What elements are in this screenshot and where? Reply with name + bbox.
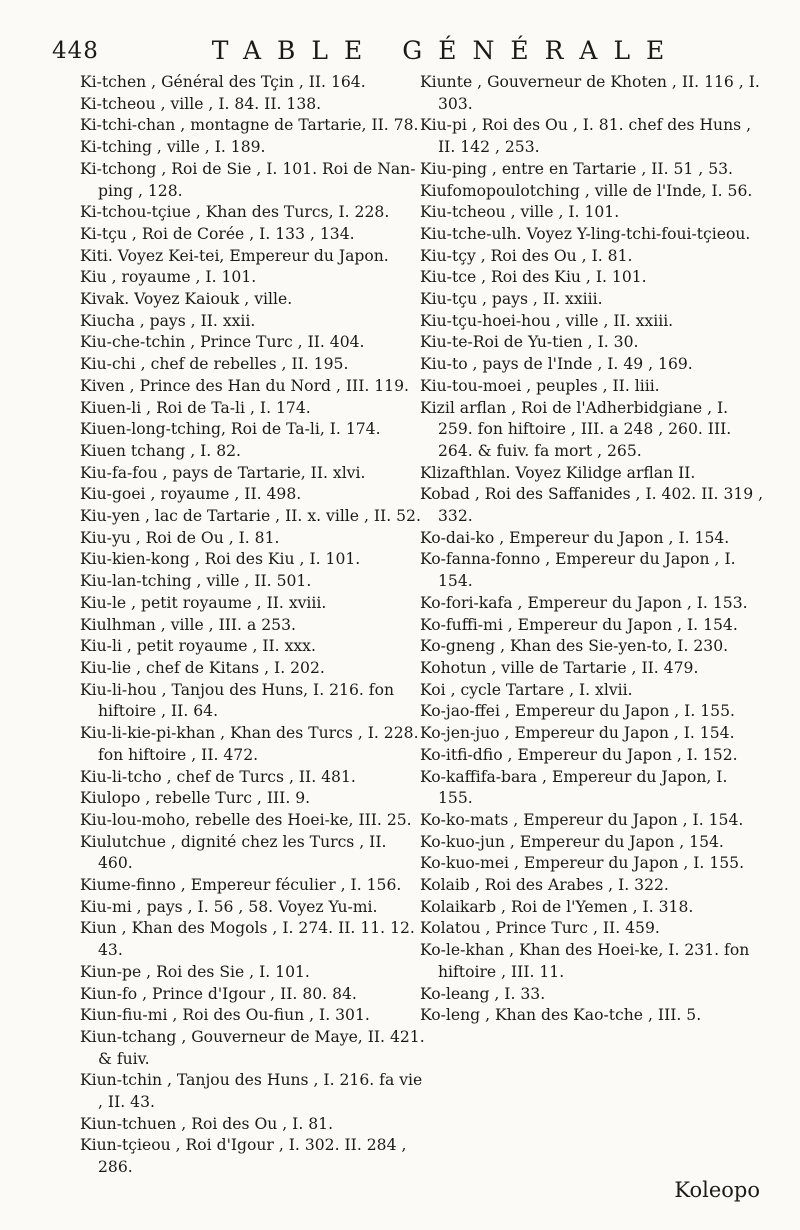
index-column-left xyxy=(80,72,426,1179)
index-entry: Kiu-chi , chef de rebelles , II. 195. xyxy=(80,355,349,374)
index-entry: Kiu-tçu-hoei-hou , ville , II. xxiii. xyxy=(420,311,674,330)
index-entry: Kiu , royaume , I. 101. xyxy=(80,268,257,287)
index-entry: Kiun-tchang , Gouverneur de Maye, II. 421. & fuiv. xyxy=(80,1027,425,1068)
index-entry: Ko-itfi-dfio , Empereur du Japon , I. 152. xyxy=(420,745,738,764)
index-entry: Kiucha , pays , II. xxii. xyxy=(80,311,256,330)
index-entry: Kiu-goei , royaume , II. 498. xyxy=(80,485,302,504)
index-entry: Kiuen-long-tching, Roi de Ta-li, I. 174. xyxy=(80,420,381,439)
index-entry: Kiu-fa-fou , pays de Tartarie, II. xlvi. xyxy=(80,463,366,482)
index-entry: Kiun-tchin , Tanjou des Huns , I. 216. fa vie , II. 43. xyxy=(80,1071,423,1112)
index-entry: Ko-ko-mats , Empereur du Japon , I. 154. xyxy=(420,810,744,829)
index-entry: Kiun-fiu-mi , Roi des Ou-fiun , I. 301. xyxy=(80,1006,370,1025)
index-entry: Kiu-lou-moho, rebelle des Hoei-ke, III. 25. xyxy=(80,810,412,829)
index-entry: Kiti. Voyez Kei-tei, Empereur du Japon. xyxy=(80,246,389,265)
index-entry: Kiu-tçu , pays , II. xxiii. xyxy=(420,290,603,309)
index-entry: Kiu-yen , lac de Tartarie , II. x. ville , II. 52. xyxy=(80,507,421,526)
index-entry: Ko-gneng , Khan des Sie-yen-to, I. 230. xyxy=(420,637,729,656)
index-entry: Ko-jen-juo , Empereur du Japon , I. 154. xyxy=(420,724,735,743)
index-entry: Kiuen-li , Roi de Ta-li , I. 174. xyxy=(80,398,311,417)
index-entry: Kiun-pe , Roi des Sie , I. 101. xyxy=(80,962,310,981)
index-entry: Kiu-che-tchin , Prince Turc , II. 404. xyxy=(80,333,365,352)
index-entry: Kiu-pi , Roi des Ou , I. 81. chef des Huns , II. 142 , 253. xyxy=(420,116,752,157)
index-entry: Kiu-tou-moei , peuples , II. liii. xyxy=(420,376,660,395)
index-entry: Kiu-ping , entre en Tartarie , II. 51 , 53. xyxy=(420,159,734,178)
index-entry: Kiu-mi , pays , I. 56 , 58. Voyez Yu-mi. xyxy=(80,897,378,916)
index-entry: Kiu-le , petit royaume , II. xviii. xyxy=(80,593,327,612)
index-entry: Kiu-to , pays de l'Inde , I. 49 , 169. xyxy=(420,355,693,374)
index-entry: Kolaikarb , Roi de l'Yemen , I. 318. xyxy=(420,897,694,916)
index-entry: Kiu-kien-kong , Roi des Kiu , I. 101. xyxy=(80,550,361,569)
index-entry: Ko-kuo-mei , Empereur du Japon , I. 155. xyxy=(420,854,745,873)
index-entry: Ki-tçu , Roi de Corée , I. 133 , 134. xyxy=(80,224,355,243)
index-entry: Kiu-li , petit royaume , II. xxx. xyxy=(80,637,316,656)
page-header xyxy=(52,36,760,68)
index-entry: Kiulhman , ville , III. a 253. xyxy=(80,615,296,634)
index-entry: Ko-fuffi-mi , Empereur du Japon , I. 154. xyxy=(420,615,738,634)
index-entry: Ko-kuo-jun , Empereur du Japon , 154. xyxy=(420,832,724,851)
index-entry: Kizil arflan , Roi de l'Adherbidgiane , I. 259. fon hiftoire , III. a 248 , 260. III. 264. & fuiv. fa mort , 265. xyxy=(420,398,732,460)
index-entry: Koi , cycle Tartare , I. xlvii. xyxy=(420,680,633,699)
index-entry: Kohotun , ville de Tartarie , II. 479. xyxy=(420,658,699,677)
index-entry: Kiu-lan-tching , ville , II. 501. xyxy=(80,572,312,591)
index-entry: Kiven , Prince des Han du Nord , III. 119. xyxy=(80,376,409,395)
index-entry: Ki-tchen , Général des Tçin , II. 164. xyxy=(80,73,366,91)
page-number: 448 xyxy=(52,38,99,64)
index-entry: Kiume-finno , Empereur féculier , I. 156. xyxy=(80,876,402,895)
index-entry: Ki-tcheou , ville , I. 84. II. 138. xyxy=(80,94,322,113)
index-entry: Ko-leang , I. 33. xyxy=(420,984,546,1003)
index-entry: Kiunte , Gouverneur de Khoten , II. 116 , I. 303. xyxy=(420,73,760,113)
index-entry: Ki-tchong , Roi de Sie , I. 101. Roi de Nan-ping , 128. xyxy=(80,159,416,200)
index-entry: Kiu-lie , chef de Kitans , I. 202. xyxy=(80,658,325,677)
index-entry: Kiulutchue , dignité chez les Turcs , II. 460. xyxy=(80,832,387,873)
index-entry: Ko-jao-ffei , Empereur du Japon , I. 155. xyxy=(420,702,735,721)
index-entry: Ko-leng , Khan des Kao-tche , III. 5. xyxy=(420,1006,702,1025)
index-entry: Kiun-tchuen , Roi des Ou , I. 81. xyxy=(80,1114,334,1133)
index-entry: Kiufomopoulotching , ville de l'Inde, I. 56. xyxy=(420,181,753,200)
index-entry: Kiu-li-tcho , chef de Turcs , II. 481. xyxy=(80,767,356,786)
index-entry: Kiun , Khan des Mogols , I. 274. II. 11. 12. 43. xyxy=(80,919,415,960)
index-entry: Kiu-tche-ulh. Voyez Y-ling-tchi-foui-tçieou. xyxy=(420,224,751,243)
index-entry: Klizafthlan. Voyez Kilidge arflan II. xyxy=(420,463,696,482)
index-entry: Kiulopo , rebelle Turc , III. 9. xyxy=(80,789,311,808)
index-entry: Kobad , Roi des Saffanides , I. 402. II. 319 , 332. xyxy=(420,485,764,526)
index-column-right xyxy=(420,72,766,1027)
index-entry: Kiu-li-hou , Tanjou des Huns, I. 216. fon hiftoire , II. 64. xyxy=(80,680,395,721)
index-entry: Ko-dai-ko , Empereur du Japon , I. 154. xyxy=(420,528,730,547)
running-title: TABLE GÉNÉRALE xyxy=(211,36,681,65)
index-entry: Kiun-fo , Prince d'Igour , II. 80. 84. xyxy=(80,984,357,1003)
index-entry: Kiu-tcheou , ville , I. 101. xyxy=(420,203,620,222)
index-entry: Kiun-tçieou , Roi d'Igour , I. 302. II. 284 , 286. xyxy=(80,1136,407,1177)
index-entry: Ko-kaffifa-bara , Empereur du Japon, I. 155. xyxy=(420,767,728,808)
index-entry: Ko-le-khan , Khan des Hoei-ke, I. 231. fon hiftoire , III. 11. xyxy=(420,941,750,981)
index-entry: Kiu-li-kie-pi-khan , Khan des Turcs , I. 228. fon hiftoire , II. 472. xyxy=(80,724,419,764)
index-entry: Ki-tchou-tçiue , Khan des Turcs, I. 228. xyxy=(80,203,390,222)
index-entry: Kolatou , Prince Turc , II. 459. xyxy=(420,919,660,938)
index-entry: Kolaib , Roi des Arabes , I. 322. xyxy=(420,876,669,895)
catchword: Koleopo xyxy=(674,1178,760,1202)
index-entry: Kiuen tchang , I. 82. xyxy=(80,441,242,460)
index-entry: Ki-tchi-chan , montagne de Tartarie, II. 78. xyxy=(80,116,419,135)
index-entry: Ko-fanna-fonno , Empereur du Japon , I. 154. xyxy=(420,550,736,591)
index-entry: Kivak. Voyez Kaiouk , ville. xyxy=(80,290,293,309)
index-entry: Kiu-tce , Roi des Kiu , I. 101. xyxy=(420,268,647,287)
index-entry: Ko-fori-kafa , Empereur du Japon , I. 153. xyxy=(420,593,748,612)
index-entry: Ki-tching , ville , I. 189. xyxy=(80,138,266,157)
index-entry: Kiu-te-Roi de Yu-tien , I. 30. xyxy=(420,333,639,352)
index-entry: Kiu-tçy , Roi des Ou , I. 81. xyxy=(420,246,633,265)
index-entry: Kiu-yu , Roi de Ou , I. 81. xyxy=(80,528,280,547)
